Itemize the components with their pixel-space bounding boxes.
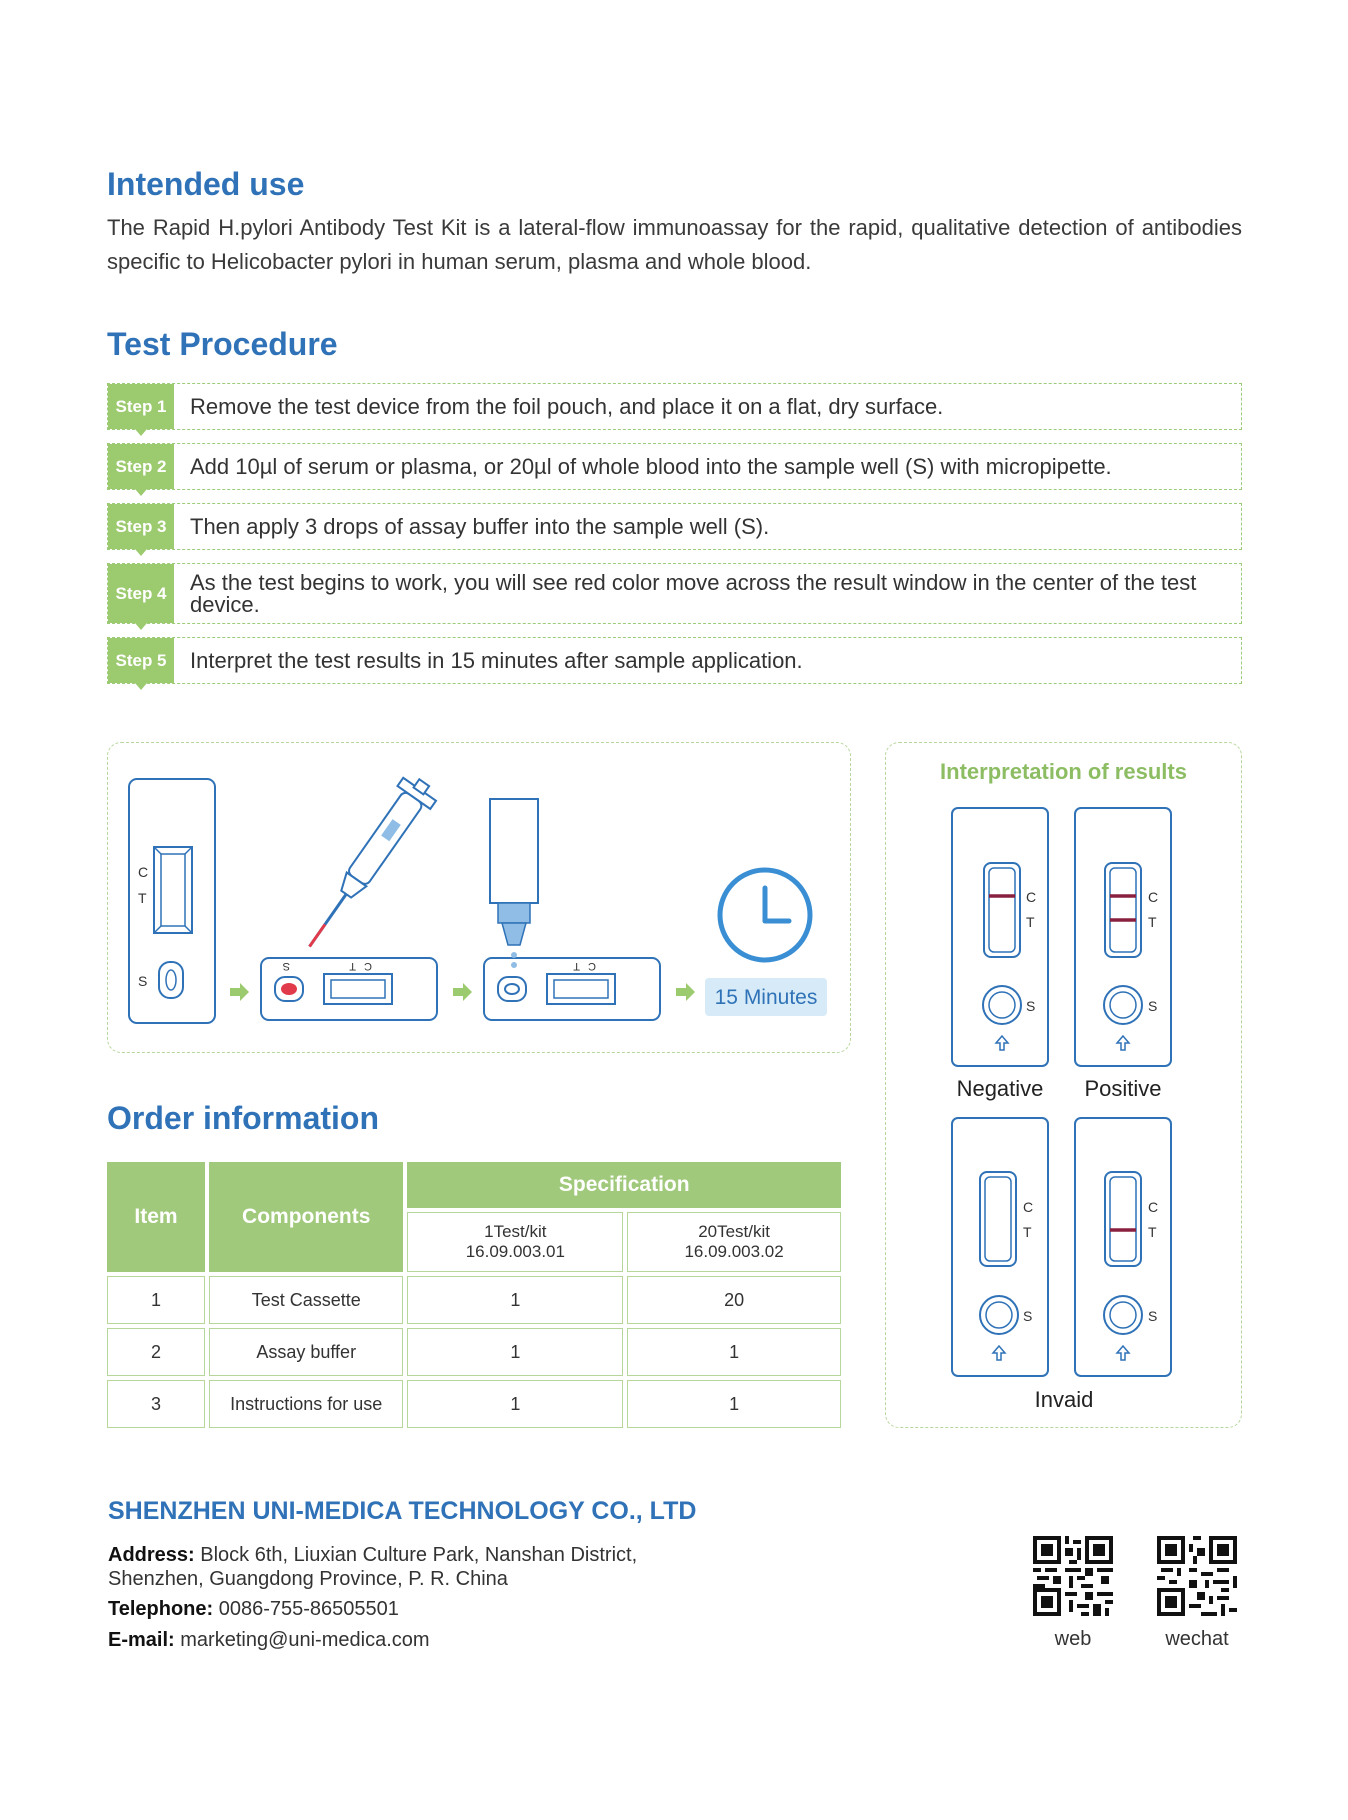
svg-text:C: C bbox=[1148, 889, 1159, 905]
row-qty-a: 1 bbox=[407, 1380, 623, 1428]
invalid-label: Invaid bbox=[1034, 1387, 1094, 1412]
step-5-text: Interpret the test results in 15 minutes after sample application. bbox=[190, 647, 803, 673]
step-3-row bbox=[107, 503, 1242, 550]
row-item: 3 bbox=[107, 1380, 205, 1428]
row-qty-a: 1 bbox=[407, 1328, 623, 1376]
svg-text:C: C bbox=[364, 960, 372, 972]
header-specification: Specification bbox=[407, 1162, 841, 1208]
table-row bbox=[107, 1276, 841, 1324]
positive-label: Positive bbox=[1084, 1076, 1162, 1101]
email-label: E-mail: bbox=[108, 1629, 175, 1651]
svg-text:S: S bbox=[282, 960, 290, 972]
label-c: C bbox=[138, 864, 149, 880]
step-1-row bbox=[107, 383, 1242, 430]
svg-text:S: S bbox=[1026, 998, 1036, 1014]
qr-code-web-icon[interactable] bbox=[1033, 1536, 1113, 1616]
spec-col-1-line1: 1Test/kit bbox=[484, 1222, 547, 1241]
intended-use-heading: Intended use bbox=[107, 166, 305, 202]
row-component: Assay buffer bbox=[209, 1328, 404, 1376]
step-3-text: Then apply 3 drops of assay buffer into the sample well (S). bbox=[190, 513, 770, 539]
qr-web-label: web bbox=[1054, 1628, 1092, 1650]
email-value[interactable]: marketing@uni-medica.com bbox=[180, 1629, 430, 1651]
cassette-vertical bbox=[129, 779, 215, 1023]
order-info-heading: Order information bbox=[107, 1100, 380, 1136]
telephone-label: Telephone: bbox=[108, 1598, 214, 1620]
interpretation-title: Interpretation of results bbox=[940, 759, 1187, 784]
negative-label: Negative bbox=[956, 1076, 1044, 1101]
svg-text:C: C bbox=[588, 960, 596, 972]
arrow-right-icon bbox=[453, 983, 472, 1001]
cassette-positive bbox=[1075, 808, 1171, 1066]
svg-text:T: T bbox=[1148, 914, 1157, 930]
row-item: 2 bbox=[107, 1328, 205, 1376]
svg-text:S: S bbox=[1023, 1308, 1033, 1324]
row-component: Test Cassette bbox=[209, 1276, 404, 1324]
svg-text:T: T bbox=[1023, 1224, 1032, 1240]
step-4-tag: Step 4 bbox=[108, 564, 174, 623]
spec-col-1 bbox=[407, 1212, 623, 1272]
spec-col-2 bbox=[627, 1212, 841, 1272]
step-1-text: Remove the test device from the foil pouch, and place it on a flat, dry surface. bbox=[190, 393, 944, 419]
procedure-diagram bbox=[107, 742, 851, 1053]
header-components: Components bbox=[209, 1162, 404, 1272]
procedure-illustration bbox=[108, 743, 852, 1054]
label-t: T bbox=[138, 890, 147, 906]
step-4-row bbox=[107, 563, 1242, 624]
qr-wechat-label: wechat bbox=[1165, 1628, 1229, 1650]
qr-code-wechat-icon[interactable] bbox=[1157, 1536, 1237, 1616]
svg-text:T: T bbox=[1148, 1224, 1157, 1240]
step-1-tag: Step 1 bbox=[108, 384, 174, 429]
cassette-invalid-2 bbox=[1075, 1118, 1171, 1376]
step-5-row bbox=[107, 637, 1242, 684]
row-item: 1 bbox=[107, 1276, 205, 1324]
timer-label: 15 Minutes bbox=[714, 986, 818, 1009]
svg-text:C: C bbox=[1023, 1199, 1034, 1215]
step-4-text: As the test begins to work, you will see red color move across the result window in the center of the test device. bbox=[190, 569, 1197, 617]
address-line1: Block 6th, Liuxian Culture Park, Nanshan District, bbox=[200, 1544, 638, 1566]
spec-col-2-line1: 20Test/kit bbox=[698, 1222, 770, 1241]
table-row bbox=[107, 1380, 841, 1428]
row-qty-b: 1 bbox=[627, 1328, 841, 1376]
address-block bbox=[108, 1543, 637, 1591]
arrow-right-icon bbox=[676, 983, 695, 1001]
clock-icon bbox=[720, 870, 810, 960]
row-qty-a: 1 bbox=[407, 1276, 623, 1324]
step-2-tag: Step 2 bbox=[108, 444, 174, 489]
row-qty-b: 1 bbox=[627, 1380, 841, 1428]
email-row bbox=[108, 1628, 430, 1652]
row-component: Instructions for use bbox=[209, 1380, 404, 1428]
header-item: Item bbox=[107, 1162, 205, 1272]
spec-col-2-line2: 16.09.003.02 bbox=[684, 1242, 784, 1261]
cassette-with-pipette bbox=[261, 771, 441, 1020]
svg-text:T: T bbox=[573, 960, 580, 972]
cassette-invalid-1 bbox=[952, 1118, 1048, 1376]
telephone-value: 0086-755-86505501 bbox=[218, 1598, 399, 1620]
step-2-row bbox=[107, 443, 1242, 490]
spec-col-1-line2: 16.09.003.01 bbox=[465, 1242, 565, 1261]
interpretation-panel bbox=[885, 742, 1242, 1428]
telephone-row bbox=[108, 1597, 399, 1621]
order-table bbox=[103, 1158, 845, 1432]
company-name: SHENZHEN UNI-MEDICA TECHNOLOGY CO., LTD bbox=[108, 1497, 697, 1525]
svg-text:S: S bbox=[1148, 998, 1158, 1014]
svg-text:C: C bbox=[1026, 889, 1037, 905]
label-s: S bbox=[138, 973, 148, 989]
step-5-tag: Step 5 bbox=[108, 638, 174, 683]
step-2-text: Add 10µl of serum or plasma, or 20µl of whole blood into the sample well (S) with micropipette. bbox=[190, 453, 1112, 479]
cassette-with-buffer bbox=[484, 799, 660, 1020]
svg-text:T: T bbox=[349, 960, 356, 972]
test-procedure-heading: Test Procedure bbox=[107, 326, 338, 362]
arrow-right-icon bbox=[230, 983, 249, 1001]
intended-use-text: The Rapid H.pylori Antibody Test Kit is a lateral-flow immunoassay for the rapid, qualitative detection of antibodies specific to Helicobacter pylori in human serum, plasma and whole blood. bbox=[107, 215, 1242, 274]
svg-text:C: C bbox=[1148, 1199, 1159, 1215]
svg-text:S: S bbox=[1148, 1308, 1158, 1324]
address-label: Address: bbox=[108, 1544, 195, 1566]
step-3-tag: Step 3 bbox=[108, 504, 174, 549]
row-qty-b: 20 bbox=[627, 1276, 841, 1324]
cassette-negative bbox=[952, 808, 1048, 1066]
table-row bbox=[107, 1328, 841, 1376]
svg-text:T: T bbox=[1026, 914, 1035, 930]
address-line2: Shenzhen, Guangdong Province, P. R. China bbox=[108, 1568, 508, 1590]
